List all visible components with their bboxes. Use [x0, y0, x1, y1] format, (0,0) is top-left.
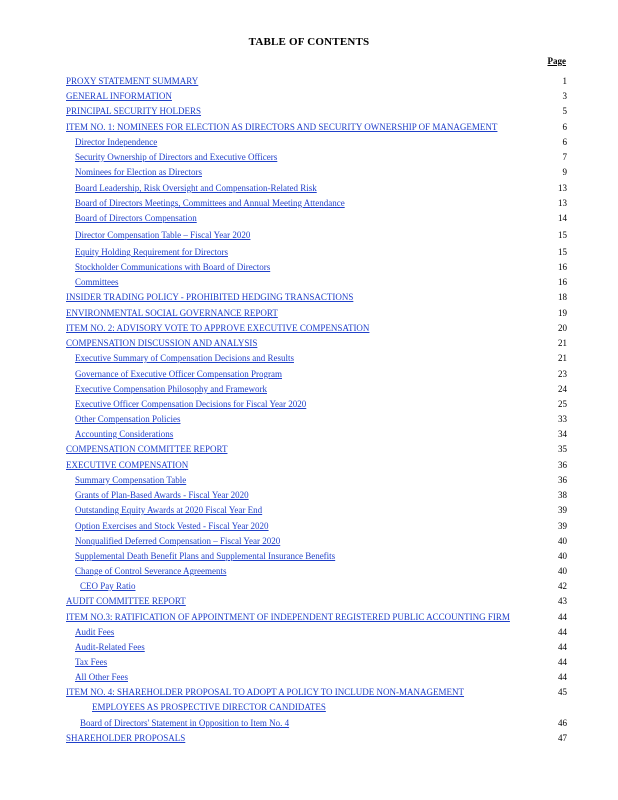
- toc-entry: [0, 686, 618, 699]
- toc-entry-link[interactable]: PRINCIPAL SECURITY HOLDERS: [66, 106, 202, 116]
- toc-entry: [0, 717, 618, 730]
- toc-entry-link[interactable]: Audit-Related Fees: [75, 642, 145, 652]
- toc-entry-link[interactable]: Director Independence: [75, 137, 158, 147]
- toc-entry: [0, 291, 618, 304]
- toc-entry-link[interactable]: Board of Directors' Statement in Opposition to Item No. 4: [80, 718, 290, 728]
- page-column-header: Page: [547, 56, 566, 66]
- toc-page-number: 40: [558, 536, 567, 546]
- toc-entry: [0, 398, 618, 411]
- toc-entry: [0, 580, 618, 593]
- toc-entry-link[interactable]: Security Ownership of Directors and Executive Officers: [75, 152, 278, 162]
- toc-entry-link[interactable]: Stockholder Communications with Board of Directors: [75, 262, 271, 272]
- toc-entry: [0, 229, 618, 242]
- toc-entry-link[interactable]: Audit Fees: [75, 627, 115, 637]
- toc-entry-link[interactable]: ITEM NO.3: RATIFICATION OF APPOINTMENT OF INDEPENDENT REGISTERED PUBLIC ACCOUNTING FIRM: [66, 612, 510, 622]
- toc-page-number: 36: [558, 475, 567, 485]
- toc-entry-link[interactable]: ENVIRONMENTAL SOCIAL GOVERNANCE REPORT: [66, 308, 278, 318]
- toc-page-number: 15: [558, 230, 567, 240]
- toc-entry: [0, 701, 618, 714]
- toc-page-number: 46: [558, 718, 567, 728]
- toc-entry: [0, 595, 618, 608]
- toc-page-number: 15: [558, 247, 567, 257]
- toc-entry: [0, 732, 618, 745]
- toc-page-number: 44: [558, 612, 567, 622]
- toc-entry-link[interactable]: EXECUTIVE COMPENSATION: [66, 460, 189, 470]
- toc-page-number: 16: [558, 277, 567, 287]
- toc-entry: [0, 307, 618, 320]
- toc-entry: [0, 383, 618, 396]
- toc-entry: [0, 550, 618, 563]
- toc-page-number: 9: [562, 167, 567, 177]
- toc-entry: [0, 504, 618, 517]
- toc-entry-link[interactable]: Governance of Executive Officer Compensation Program: [75, 369, 283, 379]
- toc-page-number: 16: [558, 262, 567, 272]
- toc-page-number: 34: [558, 429, 567, 439]
- toc-entry-link[interactable]: COMPENSATION DISCUSSION AND ANALYSIS: [66, 338, 258, 348]
- toc-entry-link[interactable]: Executive Officer Compensation Decisions for Fiscal Year 2020: [75, 399, 307, 409]
- toc-page-number: 40: [558, 551, 567, 561]
- toc-page-number: 38: [558, 490, 567, 500]
- toc-entry: [0, 565, 618, 578]
- toc-entry-link[interactable]: Tax Fees: [75, 657, 108, 667]
- toc-entry-link[interactable]: Executive Summary of Compensation Decisions and Results: [75, 353, 294, 363]
- toc-entry: [0, 626, 618, 639]
- toc-entry-link[interactable]: Nonqualified Deferred Compensation – Fiscal Year 2020: [75, 536, 281, 546]
- toc-entry: [0, 474, 618, 487]
- toc-page-number: 13: [558, 183, 567, 193]
- toc-entry-link[interactable]: Change of Control Severance Agreements: [75, 566, 227, 576]
- toc-entry-link[interactable]: ITEM NO. 4: SHAREHOLDER PROPOSAL TO ADOPT A POLICY TO INCLUDE NON-MANAGEMENT: [66, 687, 465, 697]
- toc-entry-link[interactable]: Committees: [75, 277, 119, 287]
- toc-entry-link[interactable]: PROXY STATEMENT SUMMARY: [66, 76, 199, 86]
- toc-entry: [0, 166, 618, 179]
- toc-entry: [0, 520, 618, 533]
- toc-entry: [0, 212, 618, 225]
- toc-page-number: 6: [562, 137, 567, 147]
- toc-entry-link[interactable]: Board of Directors Meetings, Committees and Annual Meeting Attendance: [75, 198, 345, 208]
- toc-entry: [0, 641, 618, 654]
- toc-page-number: 1: [562, 76, 567, 86]
- toc-entry-link[interactable]: AUDIT COMMITTEE REPORT: [66, 596, 186, 606]
- page-title: TABLE OF CONTENTS: [248, 36, 370, 48]
- toc-entry: [0, 443, 618, 456]
- toc-entry: [0, 535, 618, 548]
- toc-entry: [0, 352, 618, 365]
- toc-entry-link[interactable]: COMPENSATION COMMITTEE REPORT: [66, 444, 228, 454]
- toc-page-number: 39: [558, 521, 567, 531]
- toc-page-number: 5: [562, 106, 567, 116]
- toc-page-number: 25: [558, 399, 567, 409]
- toc-entry-link[interactable]: All Other Fees: [75, 672, 128, 682]
- toc-entry: [0, 322, 618, 335]
- toc-page-number: 3: [562, 91, 567, 101]
- toc-entry: [0, 459, 618, 472]
- toc-entry: [0, 197, 618, 210]
- toc-entry-link[interactable]: GENERAL INFORMATION: [66, 91, 172, 101]
- toc-entry-link[interactable]: Option Exercises and Stock Vested - Fiscal Year 2020: [75, 521, 269, 531]
- toc-entry-link[interactable]: Summary Compensation Table: [75, 475, 187, 485]
- toc-page-number: 47: [558, 733, 567, 743]
- toc-entry: [0, 489, 618, 502]
- toc-page-number: 19: [558, 308, 567, 318]
- toc-entry: [0, 611, 618, 624]
- toc-entry: [0, 337, 618, 350]
- toc-page-number: 21: [558, 338, 567, 348]
- toc-entry-link[interactable]: Board Leadership, Risk Oversight and Compensation-Related Risk: [75, 183, 317, 193]
- toc-entry-link[interactable]: Supplemental Death Benefit Plans and Supplemental Insurance Benefits: [75, 551, 336, 561]
- toc-entry: [0, 656, 618, 669]
- toc-page-number: 44: [558, 642, 567, 652]
- toc-entry: [0, 90, 618, 103]
- toc-entry-link[interactable]: INSIDER TRADING POLICY - PROHIBITED HEDGING TRANSACTIONS: [66, 292, 354, 302]
- toc-entry-link[interactable]: Grants of Plan-Based Awards - Fiscal Year 2020: [75, 490, 249, 500]
- toc-entry: [0, 261, 618, 274]
- toc-entry: [0, 121, 618, 134]
- toc-page-number: 44: [558, 657, 567, 667]
- toc-page-number: 44: [558, 627, 567, 637]
- toc-page-number: 20: [558, 323, 567, 333]
- toc-page-number: 36: [558, 460, 567, 470]
- toc-page-number: 44: [558, 672, 567, 682]
- toc-page-number: 45: [558, 687, 567, 697]
- toc-page-number: 6: [562, 122, 567, 132]
- toc-page-number: 13: [558, 198, 567, 208]
- toc-page-number: 40: [558, 566, 567, 576]
- toc-entry: [0, 151, 618, 164]
- toc-entry: [0, 246, 618, 259]
- toc-entry-link[interactable]: Board of Directors Compensation: [75, 213, 197, 223]
- toc-page-number: 43: [558, 596, 567, 606]
- toc-entry-link[interactable]: EMPLOYEES AS PROSPECTIVE DIRECTOR CANDIDATES: [92, 702, 326, 712]
- toc-entry: [0, 182, 618, 195]
- toc-entry: [0, 276, 618, 289]
- toc-entry: [0, 105, 618, 118]
- toc-entry-link[interactable]: ITEM NO. 2: ADVISORY VOTE TO APPROVE EXECUTIVE COMPENSATION: [66, 323, 370, 333]
- toc-entry: [0, 368, 618, 381]
- toc-page-number: 14: [558, 213, 567, 223]
- toc-entry: [0, 413, 618, 426]
- toc-page-number: 23: [558, 369, 567, 379]
- toc-page-number: 21: [558, 353, 567, 363]
- toc-entry-link[interactable]: Other Compensation Policies: [75, 414, 181, 424]
- toc-page-number: 18: [558, 292, 567, 302]
- toc-entry-link[interactable]: Director Compensation Table – Fiscal Year 2020: [75, 230, 251, 240]
- toc-page-number: 35: [558, 444, 567, 454]
- toc-entry-link[interactable]: Equity Holding Requirement for Directors: [75, 247, 228, 257]
- toc-page-number: 33: [558, 414, 567, 424]
- toc-entry-link[interactable]: SHAREHOLDER PROPOSALS: [66, 733, 186, 743]
- toc-entry-link[interactable]: Nominees for Election as Directors: [75, 167, 202, 177]
- toc-entry: [0, 75, 618, 88]
- toc-entry: [0, 671, 618, 684]
- toc-page-number: 39: [558, 505, 567, 515]
- toc-page-number: 42: [558, 581, 567, 591]
- toc-entry-link[interactable]: Accounting Considerations: [75, 429, 174, 439]
- toc-entry-link[interactable]: Outstanding Equity Awards at 2020 Fiscal Year End: [75, 505, 263, 515]
- toc-entry-link[interactable]: Executive Compensation Philosophy and Framework: [75, 384, 267, 394]
- toc-entry: [0, 136, 618, 149]
- toc-entry-link[interactable]: ITEM NO. 1: NOMINEES FOR ELECTION AS DIRECTORS AND SECURITY OWNERSHIP OF MANAGEMENT: [66, 122, 498, 132]
- toc-entry: [0, 428, 618, 441]
- toc-page-number: 7: [562, 152, 567, 162]
- toc-page-number: 24: [558, 384, 567, 394]
- toc-entry-link[interactable]: CEO Pay Ratio: [80, 581, 136, 591]
